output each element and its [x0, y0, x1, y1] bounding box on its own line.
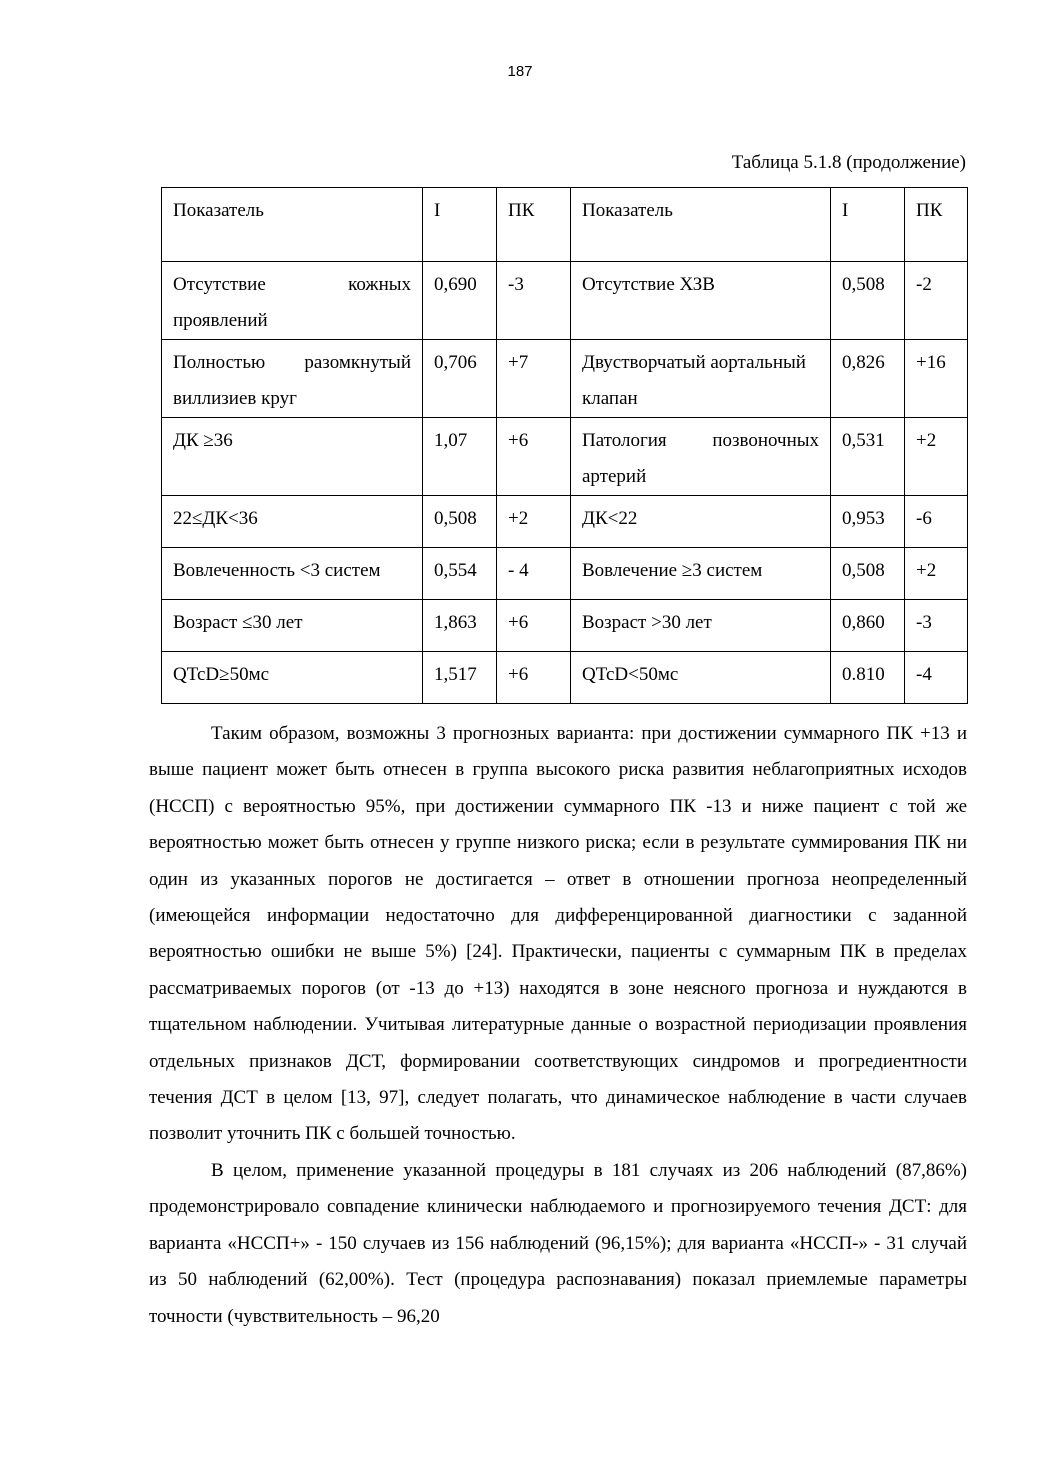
cell-pk: +6 — [497, 652, 571, 704]
table-row — [162, 340, 968, 418]
cell-indicator: 22≤ДК<36 — [162, 496, 423, 548]
cell-indicator: QTcD≥50мс — [162, 652, 423, 704]
header-pk-right: ПК — [905, 188, 968, 262]
cell-pk: +7 — [497, 340, 571, 418]
cell-indicator: Патология позвоночных артерий — [571, 418, 831, 496]
cell-indicator: Полностью разомкнутый виллизиев круг — [162, 340, 423, 418]
header-pk-left: ПК — [497, 188, 571, 262]
paragraph: Таким образом, возможны 3 прогнозных варианта: при достижении суммарного ПК +13 и выше пациент может быть отнесен в группа высокого риска развития неблагоприятных исходов (НССП) с вероятностью 95%, при достижении суммарного ПК -13 и ниже пациент с той же вероятностью может быть отнесен у группе низкого риска; если в результате суммирования ПК ни один из указанных порогов не достигается – ответ в отношении прогноза неопределенный (имеющейся информации недостаточно для дифференцированной диагностики с заданной вероятностью ошибки не выше 5%) [24]. Практически, пациенты с суммарным ПК в пределах рассматриваемых порогов (от -13 до +13) находятся в зоне неясного прогноза и нуждаются в тщательном наблюдении. Учитывая литературные данные о возрастной периодизации проявления отдельных признаков ДСТ, формировании соответствующих синдромов и прогредиентности течения ДСТ в целом [13, 97], следует полагать, что динамическое наблюдение в части случаев позволит уточнить ПК с большей точностью. — [149, 723, 967, 1145]
cell-pk: +2 — [905, 418, 968, 496]
cell-i: 1,07 — [423, 418, 497, 496]
paragraph: В целом, применение указанной процедуры в 181 случаях из 206 наблюдений (87,86%) продемонстрировало совпадение клинически наблюдаемого и прогнозируемого течения ДСТ: для варианта «НССП+» - 150 случаев из 156 наблюдений (96,15%); для варианта «НССП-» - 31 случай из 50 наблюдений (62,00%). Тест (процедура распознавания) показал приемлемые параметры точности (чувствительность – 96,20 — [149, 1159, 967, 1327]
body-text — [149, 716, 967, 1335]
table-row — [162, 600, 968, 652]
cell-i: 0,690 — [423, 262, 497, 340]
cell-indicator: Возраст >30 лет — [571, 600, 831, 652]
table-row — [162, 262, 968, 340]
cell-pk: - 4 — [497, 548, 571, 600]
cell-i: 0.810 — [831, 652, 905, 704]
cell-pk: +2 — [905, 548, 968, 600]
cell-i: 0,953 — [831, 496, 905, 548]
cell-pk: +16 — [905, 340, 968, 418]
cell-indicator: Вовлечение ≥3 систем — [571, 548, 831, 600]
cell-indicator: Двустворчатый аортальный клапан — [571, 340, 831, 418]
cell-pk: -3 — [905, 600, 968, 652]
table-row — [162, 652, 968, 704]
cell-pk: -3 — [497, 262, 571, 340]
header-indicator-right: Показатель — [571, 188, 831, 262]
cell-i: 0,531 — [831, 418, 905, 496]
cell-indicator: QTcD<50мс — [571, 652, 831, 704]
cell-i: 0,860 — [831, 600, 905, 652]
header-i-right: I — [831, 188, 905, 262]
cell-i: 0,706 — [423, 340, 497, 418]
cell-indicator: Вовлеченность <3 систем — [162, 548, 423, 600]
table-header-row — [162, 188, 968, 262]
table-row — [162, 418, 968, 496]
cell-indicator: ДК ≥36 — [162, 418, 423, 496]
cell-indicator: Отсутствие кожных проявлений — [162, 262, 423, 340]
cell-indicator: Возраст ≤30 лет — [162, 600, 423, 652]
cell-pk: +6 — [497, 600, 571, 652]
cell-pk: -2 — [905, 262, 968, 340]
table-row — [162, 496, 968, 548]
cell-indicator: ДК<22 — [571, 496, 831, 548]
cell-i: 0,508 — [831, 548, 905, 600]
table-row — [162, 548, 968, 600]
cell-i: 1,863 — [423, 600, 497, 652]
data-table — [161, 187, 968, 704]
cell-pk: -4 — [905, 652, 968, 704]
cell-i: 0,826 — [831, 340, 905, 418]
table-caption: Таблица 5.1.8 (продолжение) — [731, 152, 966, 173]
cell-pk: -6 — [905, 496, 968, 548]
cell-pk: +2 — [497, 496, 571, 548]
header-i-left: I — [423, 188, 497, 262]
cell-i: 0,554 — [423, 548, 497, 600]
cell-i: 1,517 — [423, 652, 497, 704]
page-number: 187 — [507, 63, 533, 80]
cell-pk: +6 — [497, 418, 571, 496]
header-indicator-left: Показатель — [162, 188, 423, 262]
cell-i: 0,508 — [831, 262, 905, 340]
cell-indicator: Отсутствие ХЗВ — [571, 262, 831, 340]
cell-i: 0,508 — [423, 496, 497, 548]
